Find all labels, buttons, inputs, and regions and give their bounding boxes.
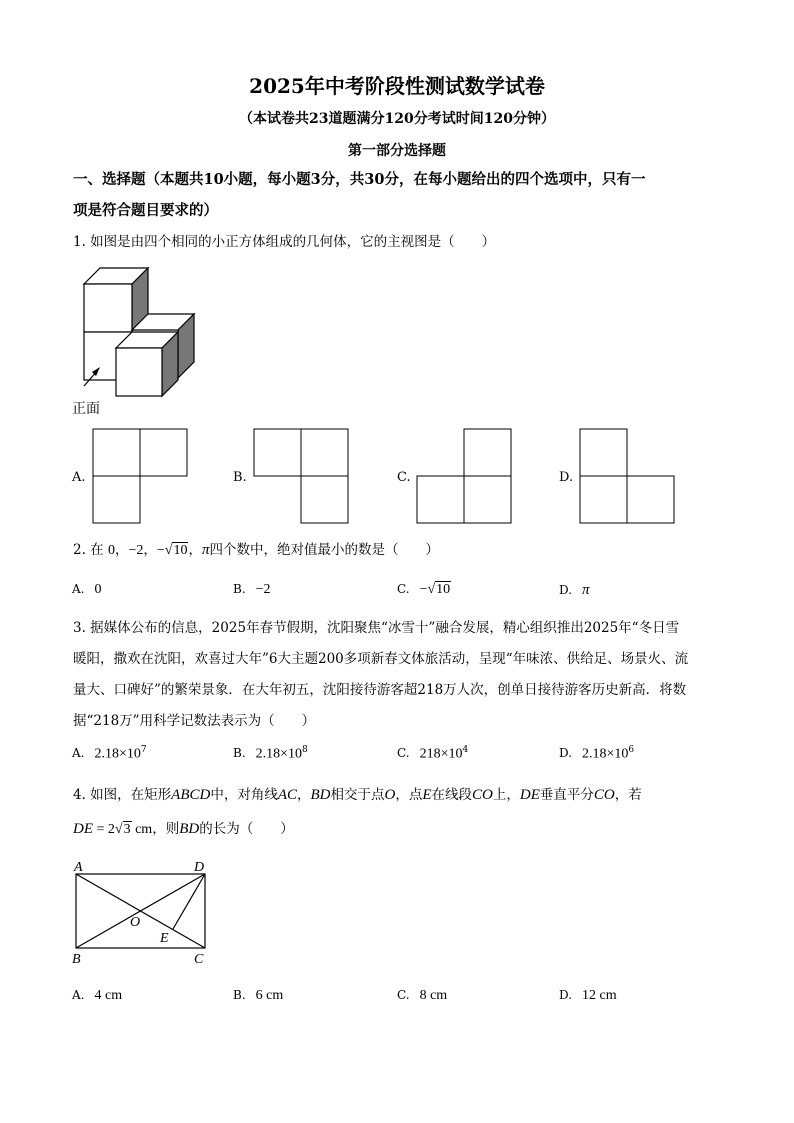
question-1-option-a-label[interactable]: A. — [72, 470, 86, 485]
question-2-option-a[interactable]: A. 0 — [72, 582, 102, 597]
exam-title: 2025年中考阶段性测试数学试卷 — [249, 74, 545, 98]
minus-sign: − — [156, 543, 165, 558]
question-4-line2: DE = 2√3 cm，则BD的长为（ ） — [73, 821, 294, 837]
front-view-label: 正面 — [72, 401, 100, 417]
question-1-option-d-label[interactable]: D. — [559, 470, 574, 485]
question-3-option-a[interactable]: A. $2.18\times 10^7$ — [72, 745, 147, 762]
vertex-b-label: B — [72, 952, 81, 967]
question-2-stem: 2. 在 0，−2，−√10，π四个数中，绝对值最小的数是（ ） — [73, 542, 439, 558]
question-3-line4: 据“218万”用科学记数法表示为（ ） — [73, 713, 316, 729]
question-4-rectangle-figure — [66, 856, 220, 968]
question-3-line3: 量大、口碑好”的繁荣景象．在大年初五，沈阳接待游客超218万人次，创单日接待游客历史新高．将数 — [73, 682, 687, 698]
section-heading-line2: 项是符合题目要求的） — [73, 202, 218, 219]
question-1-option-b-label[interactable]: B. — [233, 470, 247, 485]
question-2-prefix: 2. 在 — [73, 542, 104, 558]
number-minus-two: −2 — [128, 543, 144, 558]
question-1-stem: 1. 如图是由四个相同的小正方体组成的几何体，它的主视图是（ ） — [73, 234, 496, 250]
question-2-option-b[interactable]: B. −2 — [233, 582, 271, 597]
question-2-option-c[interactable]: C. −√10 — [397, 582, 451, 597]
vertex-c-label: C — [194, 952, 204, 967]
question-1-option-d-figure[interactable] — [579, 428, 677, 526]
question-2-option-d[interactable]: D. π — [559, 582, 590, 598]
number-zero: 0 — [107, 543, 115, 558]
question-3-option-b[interactable]: B. $2.18\times 10^8$ — [233, 745, 308, 762]
question-3-option-d[interactable]: D. $2.18\times 10^6$ — [559, 745, 635, 762]
section-heading-line1: 一、选择题（本题共10小题，每小题3分，共30分，在每小题给出的四个选项中，只有一 — [73, 171, 646, 188]
vertex-d-label: D — [194, 860, 205, 875]
question-1-solid-figure — [70, 262, 200, 417]
point-e-label: E — [160, 931, 169, 946]
question-4-option-b[interactable]: B. 6 cm — [233, 988, 284, 1003]
question-1-option-c-figure[interactable] — [416, 428, 514, 526]
question-3-line1: 3. 据媒体公布的信息，2025年春节假期，沈阳聚焦“冰雪十”融合发展，精心组织推出2025年“冬日雪 — [73, 620, 680, 636]
question-4-option-c[interactable]: C. 8 cm — [397, 988, 448, 1003]
exam-subtitle: （本试卷共23道题满分120分考试时间120分钟） — [239, 111, 555, 127]
question-4-line1: 4. 如图，在矩形ABCD中，对角线AC，BD相交于点O，点E在线段CO上，DE垂直平分CO，若 — [73, 787, 642, 803]
question-2-suffix: 四个数中，绝对值最小的数是（ ） — [209, 542, 439, 558]
part-heading: 第一部分选择题 — [348, 143, 446, 159]
question-1-option-b-figure[interactable] — [253, 428, 351, 526]
point-o-label: O — [130, 915, 141, 930]
question-3-line2: 暖阳，撒欢在沈阳，欢喜过大年”6大主题200多项新春文体旅活动，呈现“年味浓、供给足、场景火、流 — [73, 651, 689, 667]
vertex-a-label: A — [74, 860, 83, 875]
question-4-option-a[interactable]: A. 4 cm — [72, 988, 123, 1003]
question-1-option-c-label[interactable]: C. — [397, 470, 411, 485]
question-4-option-d[interactable]: D. 12 cm — [559, 988, 617, 1003]
question-1-option-a-figure[interactable] — [92, 428, 190, 526]
sqrt-ten: 10 — [173, 543, 188, 558]
question-3-option-c[interactable]: C. $218\times 10^4$ — [397, 745, 469, 762]
number-pi: π — [201, 542, 210, 558]
